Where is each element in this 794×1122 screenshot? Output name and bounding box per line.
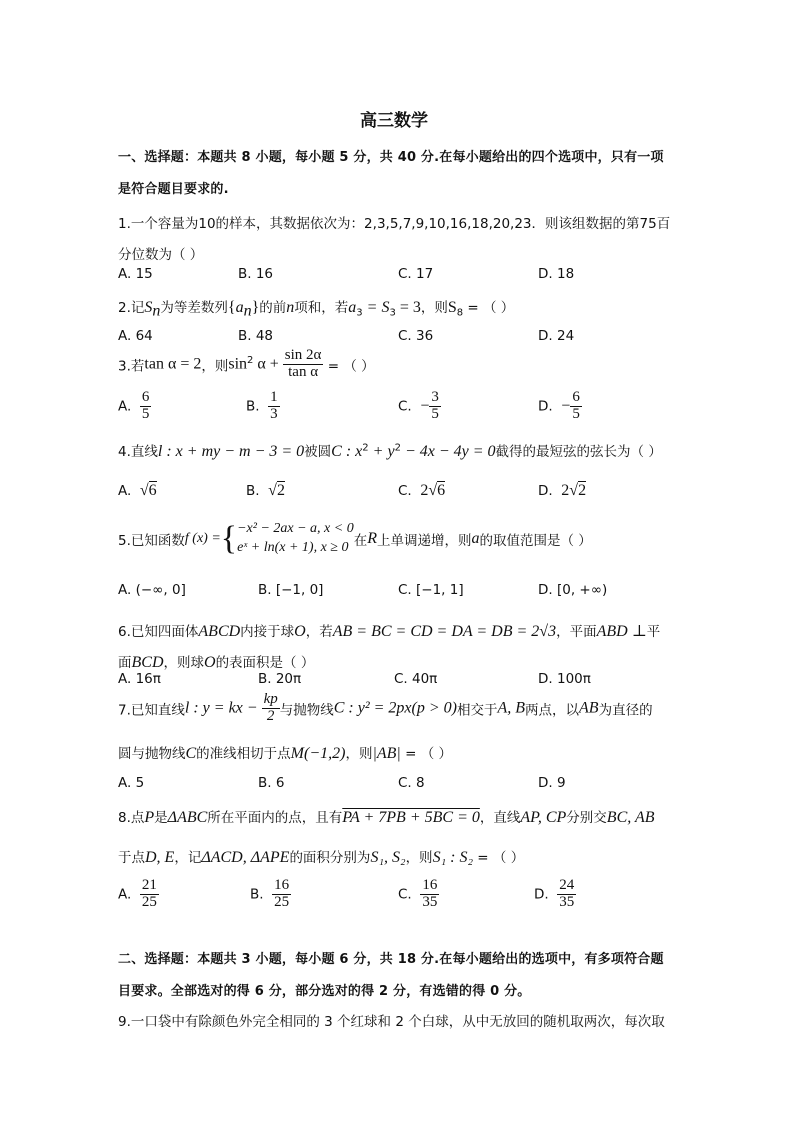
- q7-option-c: C. 8: [398, 775, 425, 791]
- q5-option-b: B. [−1, 0]: [258, 582, 324, 598]
- q6-option-d: D. 100π: [538, 671, 591, 687]
- q7-option-d: D. 9: [538, 775, 566, 791]
- q3-option-c: C. − $\frac{3}{5}$: [398, 389, 439, 422]
- q1-option-a: A. 15: [118, 266, 153, 282]
- q6-option-a: A. 16π: [118, 671, 161, 687]
- q7-option-b: B. 6: [258, 775, 285, 791]
- q1-option-b: B. 16: [238, 266, 274, 282]
- q7-stem-line1: 7.已知直线l : y = kx − $\frac{kp}{2}$ 与抛物线C : y² = 2px(p > 0)相交于A, B两点，以AB为直径的: [118, 691, 653, 724]
- section1-heading-line1: 一、选择题：本题共 8 小题，每小题 5 分，共 40 分.在每小题给出的四个选项中，只有一项: [118, 150, 664, 165]
- q4-option-a: A. √6: [118, 482, 157, 499]
- q3-option-a: A. $\frac{6}{5}$: [118, 389, 150, 422]
- q1-option-d: D. 18: [538, 266, 575, 282]
- q5-option-d: D. [0, +∞): [538, 582, 608, 598]
- q5-option-a: A. (−∞, 0]: [118, 582, 186, 598]
- q4-option-d: D. 2√2: [538, 482, 587, 499]
- q4-option-b: B. √2: [246, 482, 285, 499]
- q2-option-d: D. 24: [538, 328, 575, 344]
- q8-stem-line2: 于点D, E，记ΔACD, ΔAPE的面积分别为S₁, S₂，则S₁ : S₂ = （ ）: [118, 849, 525, 866]
- q1-stem-line1: 1.一个容量为10的样本，其数据依次为：2,3,5,7,9,10,16,18,20,23．则该组数据的第75百: [118, 216, 671, 232]
- q8-option-d: D. $\frac{24}{35}$: [534, 877, 575, 910]
- page-title: 高三数学: [360, 111, 428, 131]
- q6-option-c: C. 40π: [394, 671, 438, 687]
- q2-option-a: A. 64: [118, 328, 153, 344]
- q9-stem-line1: 9.一口袋中有除颜色外完全相同的 3 个红球和 2 个白球，从中无放回的随机取两次，每次取: [118, 1014, 665, 1030]
- q1-stem-line2: 分位数为（ ）: [118, 247, 204, 263]
- q8-stem-line1: 8.点P是ΔABC所在平面内的点，且有PA + 7PB + 5BC = 0，直线AP, CP分别交BC, AB: [118, 809, 655, 826]
- section1-heading-line2: 是符合题目要求的.: [118, 182, 229, 197]
- q8-option-b: B. $\frac{16}{25}$: [250, 877, 290, 910]
- q2-option-b: B. 48: [238, 328, 274, 344]
- q8-option-c: C. $\frac{16}{35}$: [398, 877, 438, 910]
- q4-option-c: C. 2√6: [398, 482, 446, 499]
- q6-option-b: B. 20π: [258, 671, 302, 687]
- q2-option-c: C. 36: [398, 328, 434, 344]
- q5-option-c: C. [−1, 1]: [398, 582, 464, 598]
- q8-option-a: A. $\frac{21}{25}$: [118, 877, 157, 910]
- q4-stem: 4.直线l : x + my − m − 3 = 0被圆C : $x^2 + y^2 - 4x - 4y = 0$截得的最短弦的弦长为（ ）: [118, 442, 662, 460]
- q3-option-b: B. $\frac{1}{3}$: [246, 389, 278, 422]
- q7-option-a: A. 5: [118, 775, 145, 791]
- q1-option-c: C. 17: [398, 266, 434, 282]
- section2-heading-line1: 二、选择题：本题共 3 小题，每小题 6 分，共 18 分.在每小题给出的选项中，有多项符合题: [118, 952, 664, 967]
- q6-stem-line2: 面BCD，则球O的表面积是（ ）: [118, 654, 315, 671]
- q7-stem-line2: 圆与抛物线C的准线相切于点M(−1,2)，则|AB| = （ ）: [118, 745, 452, 762]
- section2-heading-line2: 目要求。全部选对的得 6 分，部分选对的得 2 分，有选错的得 0 分。: [118, 984, 531, 999]
- q3-stem: 3.若tan α = 2，则$\sin^2 \alpha$ + $\frac{\sin 2\alpha}{\text{tan α}}$ = （ ）: [118, 347, 375, 380]
- q5-stem: 5.已知函数f (x) ={ −x² − 2ax − a, x < 0 eˣ + ln(x + 1), x ≥ 0 在R上单调递增，则a的取值范围是（ ）: [118, 520, 592, 557]
- q2-stem: 2.记$S_n$为等差数列$\{a_n\}$的前n项和，若$a_3 = S_3 = 3$，则$S_8$ = （ ）: [118, 299, 515, 320]
- q6-stem-line1: 6.已知四面体ABCD内接于球O，若AB = BC = CD = DA = DB = 2√3，平面ABD ⊥平: [118, 623, 661, 640]
- q3-option-d: D. − $\frac{6}{5}$: [538, 389, 580, 422]
